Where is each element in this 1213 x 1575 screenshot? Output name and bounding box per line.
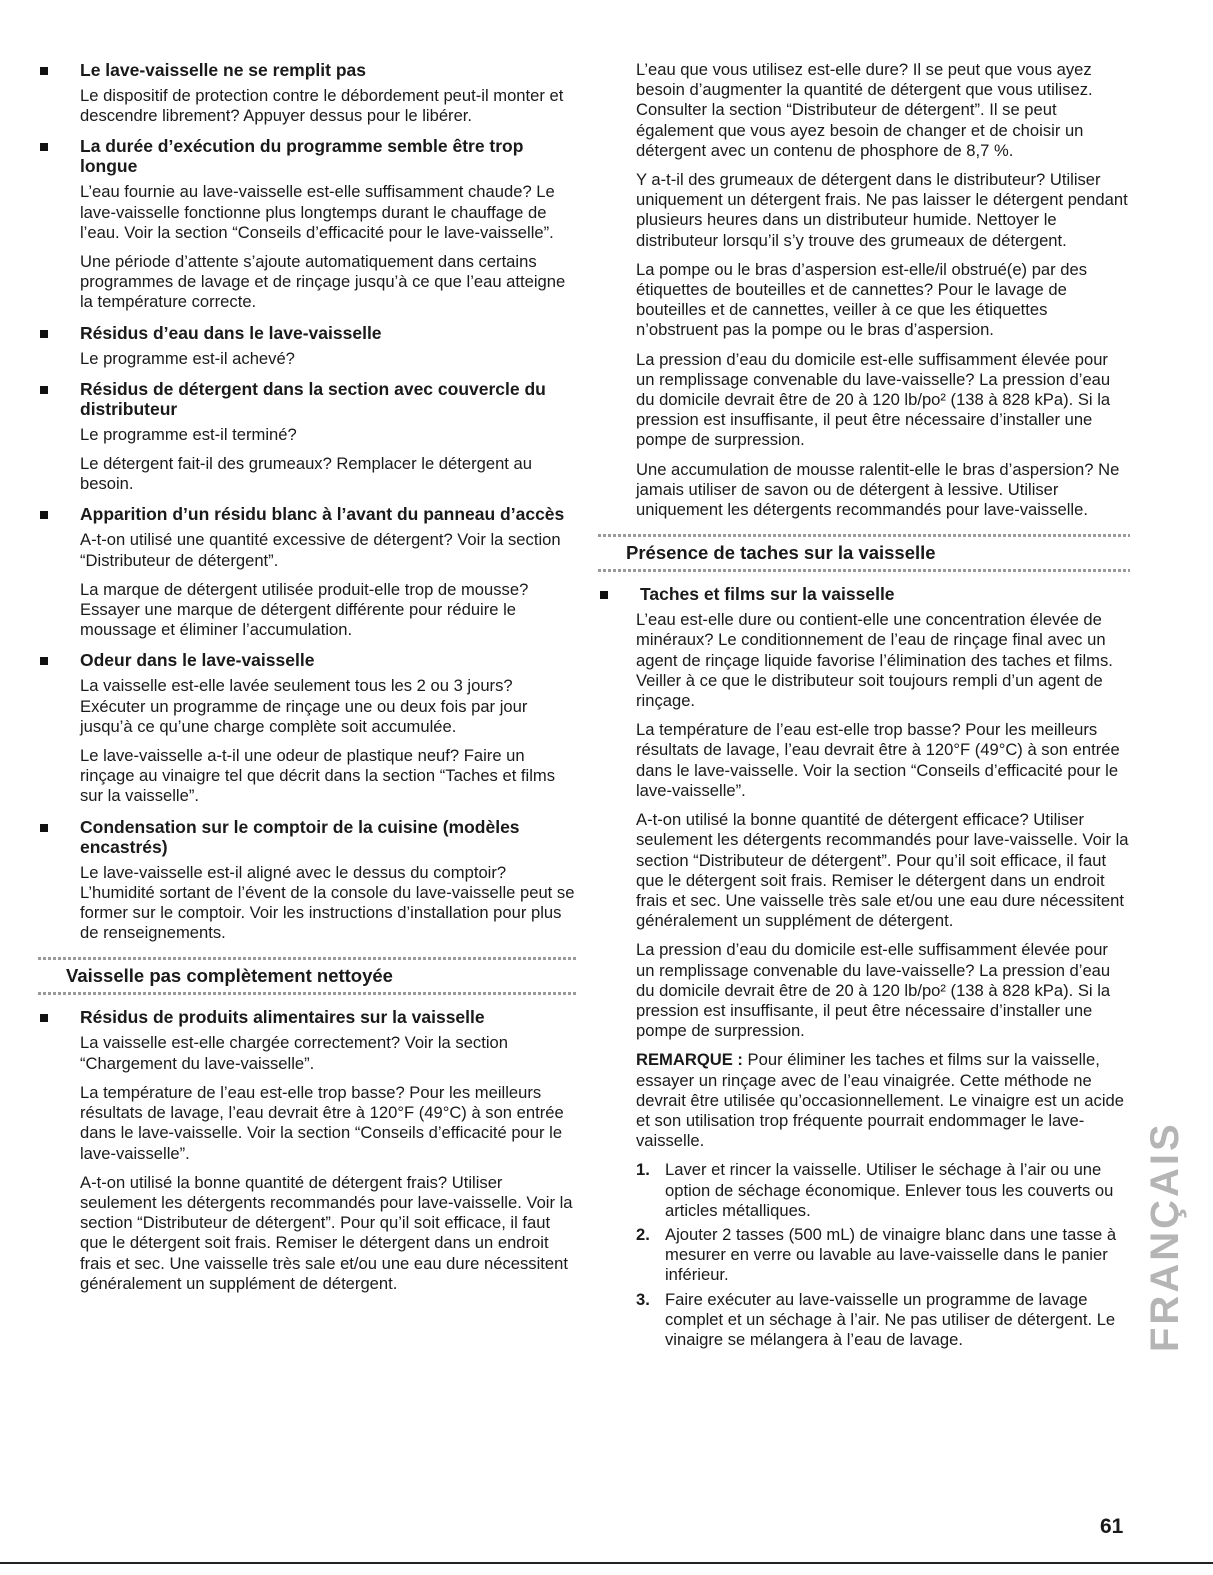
item-text: La température de l’eau est-elle trop basse? Pour les meilleurs résultats de lavage, l’eau devrait être à 120°F (49°C) à son entrée dans le lave-vaisselle. Voir la section “Conseils d’efficacité pour le lave-vaisselle”. (636, 720, 1120, 800)
step-number: 3. (636, 1289, 650, 1309)
bullet-icon (40, 657, 48, 665)
item-heading: Odeur dans le lave-vaisselle (80, 650, 315, 671)
section-title: Présence de taches sur la vaisselle (598, 534, 1130, 572)
section-title: Vaisselle pas complètement nettoyée (38, 957, 578, 995)
item-heading: Taches et films sur la vaisselle (640, 584, 895, 605)
bullet-icon (40, 511, 48, 519)
troubleshoot-item (38, 323, 578, 369)
item-text: Le dispositif de protection contre le débordement peut-il monter et descendre librement? Appuyer dessus pour le libérer. (80, 86, 564, 126)
step-number: 1. (636, 1160, 650, 1180)
step-text: Faire exécuter au lave-vaisselle un programme de lavage complet et un séchage à l’air. Ne pas utiliser de détergent. Le vinaigre se mélangera à l’eau de lavage. (665, 1289, 1116, 1349)
left-column (38, 60, 578, 1304)
item-text: La pression d’eau du domicile est-elle suffisamment élevée pour un remplissage convenable du lave-vaisselle? La pression d’eau du domicile devrait être de 20 à 120 lb/po² (138 à 828 kPa). Si la pression est insuffisante, il peut être nécessaire d’installer une pompe de surpression. (636, 349, 1111, 450)
item-text: La marque de détergent utilisée produit-elle trop de mousse? Essayer une marque de détergent différente pour réduire le moussage et éliminer l’accumulation. (80, 579, 529, 640)
language-side-tab (1143, 1060, 1188, 1360)
list-item (598, 1160, 1130, 1221)
item-text: L’eau que vous utilisez est-elle dure? Il se peut que vous ayez besoin d’augmenter la quantité de détergent que vous utilisez. Consulter la section “Distributeur de détergent”. Il se peut également que vous ayez besoin de changer et de choisir un détergent avec un contenu de phosphore de 8,7 %. (636, 60, 1093, 160)
troubleshoot-item (38, 650, 578, 806)
bullet-icon (40, 330, 48, 338)
item-heading: Condensation sur le comptoir de la cuisine (modèles encastrés) (80, 816, 520, 857)
list-item (598, 1290, 1130, 1351)
bullet-icon (40, 67, 48, 75)
side-tab-text: FRANÇAIS (1143, 1121, 1187, 1352)
item-text: A-t-on utilisé une quantité excessive de détergent? Voir la section “Distributeur de détergent”. (80, 530, 561, 570)
item-text: La vaisselle est-elle lavée seulement tous les 2 ou 3 jours? Exécuter un programme de rinçage une ou deux fois par jour jusqu’à ce qu’une charge complète soit accumulée. (80, 676, 528, 736)
bullet-icon (40, 1014, 48, 1022)
note-text: Pour éliminer les taches et films sur la vaisselle, essayer un rinçage avec de l’eau vinaigrée. Cette méthode ne devrait être utilisée qu’occasionnellement. Le vinaigre est un acide et son utilisation trop fréquente pourrait endommager le lave-vaisselle. (636, 1050, 1124, 1151)
item-text: A-t-on utilisé la bonne quantité de détergent frais? Utiliser seulement les détergents recommandés pour lave-vaisselle. Voir la section “Distributeur de détergent”. Pour qu’il soit efficace, il faut que le détergent soit frais. Remiser le détergent dans un endroit frais et sec. Une vaisselle très sale et/ou une eau dure nécessitent généralement un supplément de détergent. (80, 1172, 573, 1293)
troubleshoot-item (38, 504, 578, 640)
bullet-icon (40, 143, 48, 151)
steps-list (598, 1160, 1130, 1350)
item-text: Le détergent fait-il des grumeaux? Remplacer le détergent au besoin. (80, 454, 532, 494)
item-heading: Apparition d’un résidu blanc à l’avant du panneau d’accès (80, 504, 565, 525)
troubleshoot-item (38, 817, 578, 944)
step-text: Ajouter 2 tasses (500 mL) de vinaigre blanc dans une tasse à mesurer en verre ou lavable au lave-vaisselle dans le panier inférieur. (665, 1224, 1117, 1285)
item-text: L’eau est-elle dure ou contient-elle une concentration élevée de minéraux? Le conditionnement de l’eau de rinçage final avec un agent de rinçage liquide favorise l’élimination des taches et films. Veiller à ce que le distributeur soit toujours rempli d’un agent de rinçage. (636, 610, 1113, 711)
item-text: La vaisselle est-elle chargée correctement? Voir la section “Chargement du lave-vaisselle”. (80, 1033, 508, 1073)
bottom-rule (0, 1562, 1213, 1564)
item-text: Le programme est-il terminé? (80, 424, 297, 444)
item-heading: Le lave-vaisselle ne se remplit pas (80, 60, 366, 80)
item-text: Y a-t-il des grumeaux de détergent dans le distributeur? Utiliser uniquement un détergent frais. Ne pas laisser le détergent pendant plusieurs heures dans un distributeur humide. Nettoyer le distributeur lorsqu’il s’y trouve des grumeaux de détergent. (636, 170, 1128, 250)
note-paragraph (598, 1050, 1130, 1151)
note-label: REMARQUE : (636, 1050, 743, 1070)
item-text: La pompe ou le bras d’aspersion est-elle/il obstrué(e) par des étiquettes de bouteilles et de cannettes? Pour le lavage de bouteilles et de cannettes, veiller à ce que les étiquettes n’obstruent pas la pompe ou le bras d’aspersion. (636, 259, 1088, 340)
item-heading: Résidus de détergent dans la section avec couvercle du distributeur (80, 378, 546, 419)
troubleshoot-item (38, 136, 578, 312)
page-number: 61 (1100, 1515, 1124, 1538)
troubleshoot-item (38, 60, 578, 126)
item-heading: La durée d’exécution du programme semble être trop longue (80, 136, 524, 177)
item-heading: Résidus de produits alimentaires sur la vaisselle (80, 1007, 485, 1028)
bullet-icon (40, 824, 48, 832)
bullet-icon (40, 386, 48, 394)
item-text: A-t-on utilisé la bonne quantité de détergent efficace? Utiliser seulement les détergents recommandés pour lave-vaisselle. Voir la section “Distributeur de détergent”. Pour qu’il soit efficace, il faut que le détergent soit frais. Remiser le détergent dans un endroit frais et sec. Une vaisselle très sale et/ou une eau dure nécessitent généralement un supplément de détergent. (636, 810, 1129, 931)
item-text: Le lave-vaisselle est-il aligné avec le dessus du comptoir? L’humidité sortant de l’évent de la console du lave-vaisselle peut se former sur le comptoir. Voir les instructions d’installation pour plus de renseignements. (80, 862, 575, 943)
step-text: Laver et rincer la vaisselle. Utiliser le séchage à l’air ou une option de séchage économique. Enlever tous les couverts ou articles métalliques. (665, 1160, 1114, 1220)
item-text: Une accumulation de mousse ralentit-elle le bras d’aspersion? Ne jamais utiliser de savon ou de détergent à lessive. Utiliser uniquement les détergents recommandés pour lave-vaisselle. (636, 459, 1120, 520)
right-column (598, 60, 1130, 1354)
troubleshoot-item (38, 379, 578, 495)
list-item (598, 1225, 1130, 1286)
troubleshoot-item (38, 1007, 578, 1293)
item-text: La température de l’eau est-elle trop basse? Pour les meilleurs résultats de lavage, l’eau devrait être à 120°F (49°C) à son entrée dans le lave-vaisselle. Voir la section “Conseils d’efficacité pour le lave-vaisselle”. (80, 1082, 564, 1163)
item-heading: Résidus d’eau dans le lave-vaisselle (80, 322, 382, 343)
item-text: Une période d’attente s’ajoute automatiquement dans certains programmes de lavage et de rinçage jusqu’à ce que l’eau atteigne la température correcte. (80, 252, 566, 312)
item-text: L’eau fournie au lave-vaisselle est-elle suffisamment chaude? Le lave-vaisselle fonctionne plus longtemps durant le chauffage de l’eau. Voir la section “Conseils d’efficacité pour le lave-vaisselle”. (80, 182, 555, 242)
item-text: La pression d’eau du domicile est-elle suffisamment élevée pour un remplissage convenable du lave-vaisselle? La pression d’eau du domicile devrait être de 20 à 120 lb/po² (138 à 828 kPa). Si la pression est insuffisante, il peut être nécessaire d’installer une pompe de surpression. (636, 940, 1111, 1041)
item-text: Le programme est-il achevé? (80, 348, 295, 368)
item-text: Le lave-vaisselle a-t-il une odeur de plastique neuf? Faire un rinçage au vinaigre tel que décrit dans la section “Taches et films sur la vaisselle”. (80, 746, 556, 806)
step-number: 2. (636, 1224, 650, 1244)
bullet-icon (600, 591, 608, 599)
